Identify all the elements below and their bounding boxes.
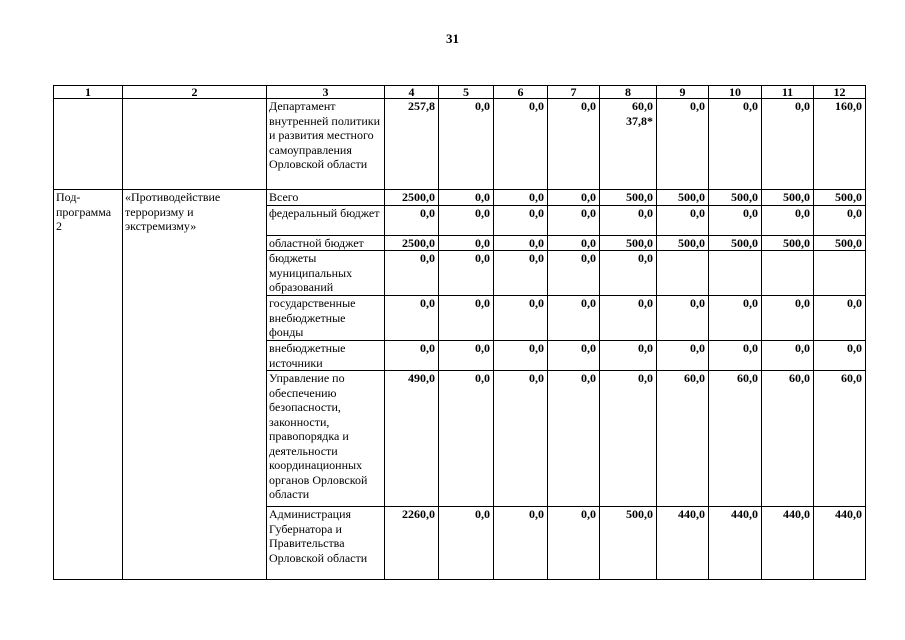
value-cell: 0,0: [494, 235, 548, 251]
value-cell: 500,0: [600, 190, 657, 206]
value-cell: 60,0: [814, 371, 866, 507]
value-cell: 0,0: [709, 341, 762, 371]
value-cell: 0,0: [814, 341, 866, 371]
value-cell: 0,0: [494, 371, 548, 507]
column-header: 7: [548, 86, 600, 99]
funding-source-cell: Администрация Губернатора и Правительства Орловской области: [267, 507, 385, 580]
value-cell: 0,0: [494, 190, 548, 206]
value-cell: [709, 251, 762, 296]
value-cell: 440,0: [762, 507, 814, 580]
column-header: 4: [385, 86, 439, 99]
value-cell: 500,0: [657, 190, 709, 206]
value-cell: 0,0: [657, 99, 709, 190]
value-cell: [657, 251, 709, 296]
value-cell: 0,0: [494, 507, 548, 580]
value-cell: 0,0: [600, 371, 657, 507]
value-cell: 0,0: [439, 190, 494, 206]
value-cell: 0,0: [385, 341, 439, 371]
value-cell: 440,0: [709, 507, 762, 580]
budget-table: [53, 85, 866, 580]
value-cell: 0,0: [762, 341, 814, 371]
value-cell: 0,0: [548, 190, 600, 206]
funding-source-cell: внебюджетные источники: [267, 341, 385, 371]
value-cell: 0,0: [657, 296, 709, 341]
column-header: 3: [267, 86, 385, 99]
value-cell: 0,0: [762, 99, 814, 190]
value-cell: 0,0: [385, 205, 439, 235]
value-cell: 0,0: [548, 235, 600, 251]
column-header: 10: [709, 86, 762, 99]
value-cell: 0,0: [657, 341, 709, 371]
value-cell: 0,0: [814, 296, 866, 341]
value-cell: 0,0: [814, 205, 866, 235]
value-cell: 500,0: [709, 235, 762, 251]
value-cell: 0,0: [548, 341, 600, 371]
value-cell: 0,0: [439, 99, 494, 190]
value-cell: 0,0: [600, 341, 657, 371]
value-cell: 0,0: [385, 296, 439, 341]
value-cell: 0,0: [600, 205, 657, 235]
page-number: 31: [446, 31, 459, 46]
value-cell: 500,0: [762, 190, 814, 206]
value-cell: 60,0: [657, 371, 709, 507]
value-cell: 0,0: [494, 205, 548, 235]
value-cell: 0,0: [548, 296, 600, 341]
column-header: 5: [439, 86, 494, 99]
value-cell: 0,0: [709, 296, 762, 341]
value-cell: 0,0: [762, 296, 814, 341]
value-cell: 60,0: [709, 371, 762, 507]
value-cell: [814, 251, 866, 296]
value-cell: 500,0: [709, 190, 762, 206]
value-cell: 500,0: [657, 235, 709, 251]
value-cell: 0,0: [439, 251, 494, 296]
subprogram-label-cell: Под-программа 2: [54, 190, 123, 580]
value-cell: 0,0: [600, 296, 657, 341]
value-cell: 0,0: [439, 296, 494, 341]
value-cell: 0,0: [494, 99, 548, 190]
value-cell: 440,0: [814, 507, 866, 580]
value-cell: 0,0: [709, 205, 762, 235]
value-cell: 500,0: [600, 507, 657, 580]
value-cell: 60,0: [762, 371, 814, 507]
column-header: 9: [657, 86, 709, 99]
value-cell: [762, 251, 814, 296]
value-cell: 0,0: [548, 507, 600, 580]
value-cell: 0,0: [439, 371, 494, 507]
subprogram-name-cell: «Противодействие терроризму и экстремизму»: [123, 190, 267, 580]
column-header: 1: [54, 86, 123, 99]
funding-source-cell: Управление по обеспечению безопасности, законности, правопорядка и деятельности координационных органов Орловской области: [267, 371, 385, 507]
value-cell: 0,0: [657, 205, 709, 235]
column-header: 12: [814, 86, 866, 99]
value-cell: 0,0: [439, 235, 494, 251]
value-cell: 500,0: [814, 235, 866, 251]
value-cell: 0,0: [494, 296, 548, 341]
value-cell: 2500,0: [385, 235, 439, 251]
value-cell: 0,0: [548, 371, 600, 507]
funding-source-cell: государственные внебюджетные фонды: [267, 296, 385, 341]
empty-cell: [123, 99, 267, 190]
value-cell: 0,0: [439, 341, 494, 371]
header-row: [54, 86, 866, 99]
value-cell: 60,0 37,8*: [600, 99, 657, 190]
value-cell: 160,0: [814, 99, 866, 190]
value-cell: 0,0: [439, 507, 494, 580]
column-header: 8: [600, 86, 657, 99]
value-cell: 0,0: [548, 205, 600, 235]
table-row: [54, 190, 866, 206]
value-cell: 440,0: [657, 507, 709, 580]
empty-cell: [54, 99, 123, 190]
column-header: 2: [123, 86, 267, 99]
value-cell: 0,0: [494, 251, 548, 296]
funding-source-cell: федеральный бюджет: [267, 205, 385, 235]
table-row: [54, 99, 866, 190]
value-cell: 0,0: [494, 341, 548, 371]
value-cell: 0,0: [600, 251, 657, 296]
value-cell: 0,0: [548, 251, 600, 296]
value-cell: 500,0: [762, 235, 814, 251]
value-cell: 0,0: [762, 205, 814, 235]
funding-source-cell: бюджеты муниципальных образований: [267, 251, 385, 296]
value-cell: 500,0: [600, 235, 657, 251]
value-cell: 2500,0: [385, 190, 439, 206]
value-cell: 0,0: [439, 205, 494, 235]
value-cell: 500,0: [814, 190, 866, 206]
value-cell: 257,8: [385, 99, 439, 190]
funding-source-cell: Департамент внутренней политики и развития местного самоуправления Орловской области: [267, 99, 385, 190]
column-header: 11: [762, 86, 814, 99]
value-cell: 0,0: [548, 99, 600, 190]
funding-source-cell: областной бюджет: [267, 235, 385, 251]
funding-source-cell: Всего: [267, 190, 385, 206]
value-cell: 490,0: [385, 371, 439, 507]
value-cell: 0,0: [709, 99, 762, 190]
value-cell: 0,0: [385, 251, 439, 296]
value-cell: 2260,0: [385, 507, 439, 580]
column-header: 6: [494, 86, 548, 99]
